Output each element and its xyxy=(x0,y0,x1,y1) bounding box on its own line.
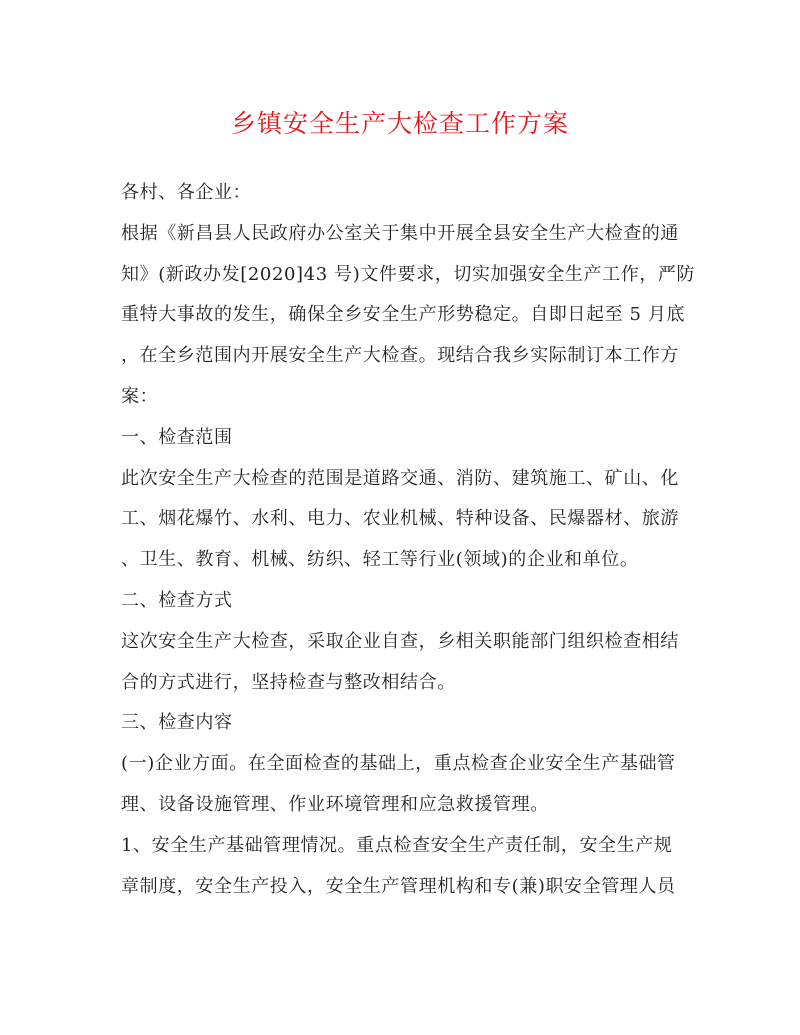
paragraph-line: 案： xyxy=(121,385,159,407)
paragraph-line: (一)企业方面。在全面检查的基础上，重点检查企业安全生产基础管 xyxy=(121,753,676,775)
section-heading-content: 三、检查内容 xyxy=(121,712,233,734)
paragraph-line: 理、设备设施管理、作业环境管理和应急救援管理。 xyxy=(121,793,549,815)
paragraph-line: 根据《新昌县人民政府办公室关于集中开展全县安全生产大检查的通 xyxy=(121,222,679,244)
paragraph-line: 知》(新政办发[2020]43 号)文件要求，切实加强安全生产工作，严防 xyxy=(121,263,696,285)
paragraph-line: 合的方式进行，坚持检查与整改相结合。 xyxy=(121,671,456,693)
paragraph-line: 章制度，安全生产投入，安全生产管理机构和专(兼)职安全管理人员 xyxy=(121,875,676,897)
paragraph-line: 工、烟花爆竹、水利、电力、农业机械、特种设备、民爆器材、旅游 xyxy=(121,508,679,530)
document-body xyxy=(121,180,696,914)
section-heading-scope: 一、检查范围 xyxy=(121,426,233,448)
paragraph-line: 1、安全生产基础管理情况。重点检查安全生产责任制，安全生产规 xyxy=(121,834,673,856)
paragraph-line: 此次安全生产大检查的范围是道路交通、消防、建筑施工、矿山、化 xyxy=(121,467,679,489)
salutation: 各村、各企业： xyxy=(121,182,252,203)
document-title: 乡镇安全生产大检查工作方案 xyxy=(230,109,569,138)
paragraph-line: 重特大事故的发生，确保全乡安全生产形势稳定。自即日起至 5 月底 xyxy=(121,304,686,326)
paragraph-line: 这次安全生产大检查，采取企业自查，乡相关职能部门组织检查相结 xyxy=(121,630,679,652)
paragraph-line: ，在全乡范围内开展安全生产大检查。现结合我乡实际制订本工作方 xyxy=(121,345,679,367)
section-heading-method: 二、检查方式 xyxy=(121,589,233,611)
paragraph-line: 、卫生、教育、机械、纺织、轻工等行业(领域)的企业和单位。 xyxy=(121,549,639,571)
